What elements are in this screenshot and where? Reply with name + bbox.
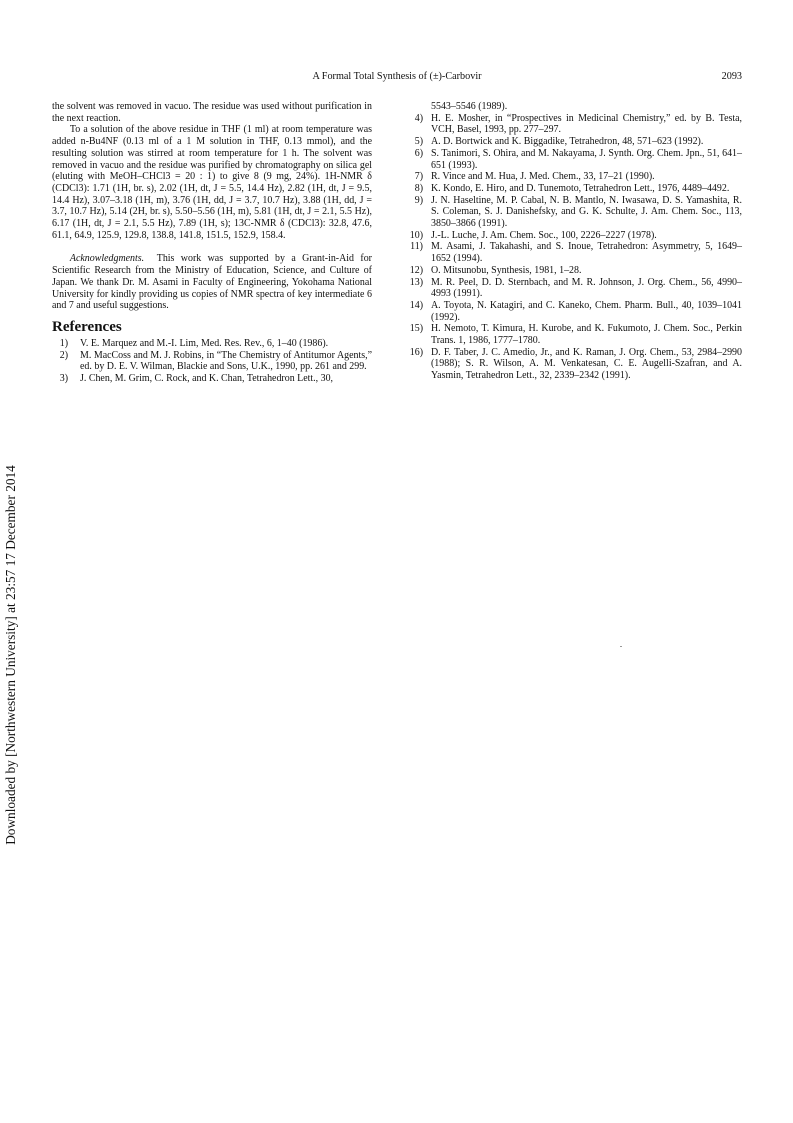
reference-item [52,373,372,385]
reference-item [404,183,742,195]
references-heading: References [52,318,122,335]
reference-number: 9) [414,194,423,206]
acknowledgments-text: This work was supported by a Grant-in-Aid for Scientific Research from the Ministry of Education, Science, and Culture of Japan. We thank Dr. M. Asami in Faculty of Engineering, Yokohama National University for kindly providing us copies of NMR spectra of key intermediate 6 and 7 and useful suggestions. [52,253,372,312]
reference-text: M. Asami, J. Takahashi, and S. Inoue, Tetrahedron: Asymmetry, 5, 1649–1652 (1994). [431,241,742,265]
reference-item [404,230,742,242]
reference-number: 11) [410,241,423,253]
experimental-paragraph-2: To a solution of the above residue in THF (1 ml) at room temperature was added n-Bu4NF (0.13 ml of a 1 M solution in THF, 0.13 mmol), and the resulting solution was stirred at room temperature for 1 h. The solvent was removed in vacuo and the residue was purified by chromatography on silica gel (eluting with MeOH–CHCl3 = 20 : 1) to give 8 (9 mg, 24%). 1H-NMR δ (CDCl3): 1.71 (1H, br. s), 2.02 (1H, dt, J = 5.5, 14.4 Hz), 2.82 (1H, dt, J = 9.5, 14.4 Hz), 3.07–3.18 (1H, m), 3.76 (1H, dd, J = 3.7, 10.7 Hz), 3.88 (1H, dd, J = 3.7, 10.7 Hz), 5.14 (2H, br. s), 5.50–5.56 (1H, m), 5.81 (1H, dt, J = 2.1, 5.5 Hz), 6.17 (1H, dt, J = 2.1, 5.5 Hz), 7.89 (1H, s); 13C-NMR δ (CDCl3): 32.8, 47.6, 61.1, 64.9, 125.9, 129.8, 138.8, 141.8, 151.5, 152.9, 158.4. [52,124,372,241]
reference-item [404,265,742,277]
reference-continuation: 5543–5546 (1989). [431,101,508,112]
reference-text: V. E. Marquez and M.-I. Lim, Med. Res. Rev., 6, 1–40 (1986). [80,337,329,349]
reference-text: J. Chen, M. Grim, C. Rock, and K. Chan, Tetrahedron Lett., 30, [80,373,334,385]
reference-text: H. E. Mosher, in “Prospectives in Medicinal Chemistry,” ed. by B. Testa, VCH, Basel, 1993, pp. 277–297. [431,112,742,136]
right-column [404,101,742,382]
reference-number: 14) [409,299,423,311]
references-list-left [52,338,372,385]
reference-text: H. Nemoto, T. Kimura, H. Kurobe, and K. Fukumoto, J. Chem. Soc., Perkin Trans. 1, 1986, 1777–1780. [431,323,742,347]
reference-item [404,241,742,264]
reference-text: J.-L. Luche, J. Am. Chem. Soc., 100, 2226–2227 (1978). [431,229,657,241]
reference-number: 4) [414,112,423,124]
reference-number: 15) [409,323,423,335]
reference-text: K. Kondo, E. Hiro, and D. Tunemoto, Tetrahedron Lett., 1976, 4489–4492. [431,182,730,194]
acknowledgments-heading: Acknowledgments. [69,253,145,265]
reference-item [404,136,742,148]
reference-number: 13) [409,276,423,288]
reference-item [404,148,742,171]
reference-item [404,171,742,183]
stray-mark [620,646,622,647]
acknowledgments-paragraph [52,253,372,312]
reference-text: S. Tanimori, S. Ohira, and M. Nakayama, J. Synth. Org. Chem. Jpn., 51, 641–651 (1993). [431,147,742,171]
download-watermark-text: Downloaded by [Northwestern University] at 23:57 17 December 2014 [3,465,18,845]
reference-number: 10) [409,229,423,241]
reference-text: R. Vince and M. Hua, J. Med. Chem., 33, 17–21 (1990). [431,171,655,183]
reference-item [404,300,742,323]
page-number: 2093 [721,71,742,82]
reference-number: 7) [414,171,423,183]
reference-text: A. Toyota, N. Katagiri, and C. Kaneko, Chem. Pharm. Bull., 40, 1039–1041 (1992). [431,299,742,323]
reference-text: O. Mitsunobu, Synthesis, 1981, 1–28. [431,264,582,276]
reference-item [404,277,742,300]
reference-number: 3) [59,373,68,385]
reference-item [404,113,742,136]
reference-item [52,350,372,373]
left-column [52,101,372,385]
reference-number: 5) [414,136,423,148]
reference-text: A. D. Bortwick and K. Biggadike, Tetrahedron, 48, 571–623 (1992). [431,136,704,148]
reference-text: D. F. Taber, J. C. Amedio, Jr., and K. Raman, J. Org. Chem., 53, 2984–2990 (1988); S. R. Wilson, A. M. Venkatesan, C. E. Augelli-Szafran, and A. Yasmin, Tetrahedron Lett., 32, 2339–2342 (1991). [431,346,742,382]
running-header [52,71,742,85]
reference-text: M. R. Peel, D. D. Sternbach, and M. R. Johnson, J. Org. Chem., 56, 4990–4993 (1991). [431,276,742,300]
experimental-paragraph-1: the solvent was removed in vacuo. The residue was used without purification in the next reaction. [52,101,372,124]
references-list-right [404,113,742,382]
reference-number: 2) [59,349,68,361]
reference-item [404,195,742,230]
reference-item [404,347,742,382]
reference-item [404,323,742,346]
reference-number: 1) [59,337,68,349]
reference-text: M. MacCoss and M. J. Robins, in “The Chemistry of Antitumor Agents,” ed. by D. E. V. Wilman, Blackie and Sons, U.K., 1990, pp. 261 and 299. [80,349,372,373]
reference-number: 12) [409,264,423,276]
running-title: A Formal Total Synthesis of (±)-Carbovir [312,71,482,82]
reference-item [52,338,372,350]
reference-number: 6) [414,147,423,159]
reference-number: 8) [414,182,423,194]
reference-number: 16) [409,346,423,358]
reference-text: J. N. Haseltine, M. P. Cabal, N. B. Mantlo, N. Iwasawa, D. S. Yamashita, R. S. Coleman, S. J. Danishefsky, and G. K. Schulte, J. Am. Chem. Soc., 113, 3850–3866 (1991). [431,194,742,230]
